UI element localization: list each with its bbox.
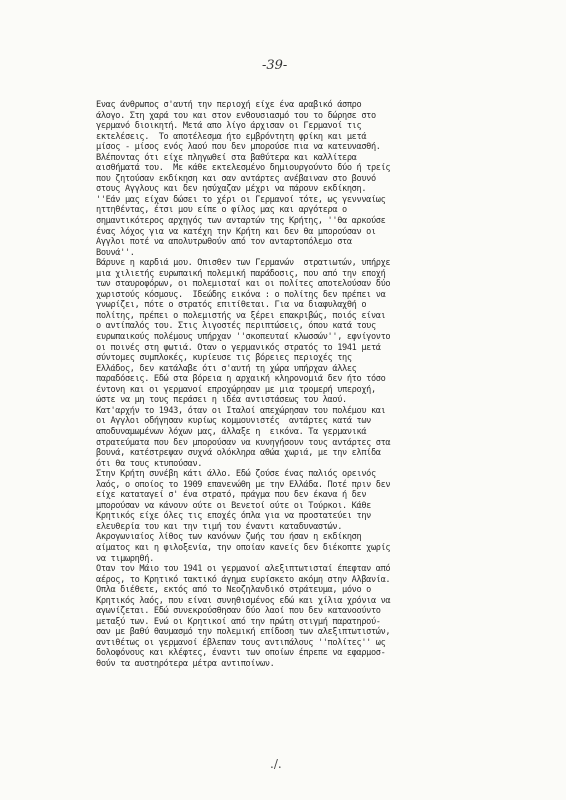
- text-line: Βουνά''.: [96, 247, 135, 258]
- text-line: αγωνίζεται. Εδώ συνεκρούσθησαν δύο λαοί που δεν κατανοούντο: [96, 606, 381, 617]
- text-line: αίματος και η φιλοξενία, την οποίαν κανείς δεν διέκοπτε χωρίς: [96, 542, 391, 553]
- text-line: Οταν τον Μάιο του 1941 οι γερμανοί αλεξιπτωτισταί έπεφταν από: [96, 564, 391, 575]
- body-text: [96, 100, 538, 670]
- text-line: ευρωπαικούς πολέμους υπήρχαν ''σκοπευταί κλωσσών'', εφνίγοντο: [96, 332, 391, 343]
- text-line: αισθήματά του. Με κάθε εκτελεσμένο δημιουργούντο δύο ή τρείς: [96, 163, 391, 174]
- text-line: ο αντίπαλός του. Στις λιγοστές περιπτώσεις, όπου κατά τους: [96, 321, 376, 332]
- text-line: αέρος, το Κρητικό τακτικό άγημα ευρίσκετο ακόμη στην Αλβανία.: [96, 574, 391, 585]
- text-line: Βάρυνε η καρδιά μου. Οπισθεν των Γερμανών στρατιωτών, υπήρχε: [96, 258, 391, 269]
- text-line: Αγγλοι ποτέ να απολυτρωθούν από τον ανταρτοπόλεμο στα: [96, 237, 352, 248]
- text-line: να τιμωρηθή.: [96, 553, 154, 564]
- text-line: εκτελέσεις. Το αποτέλεσμα ήτο εμβρόντητη φρίκη και μετά: [96, 131, 367, 142]
- text-line: μεταξύ των. Ενώ οι Κρητικοί από την πρώτη στιγμή παρατηρού-: [96, 616, 381, 627]
- page-number: -39-: [262, 58, 288, 73]
- text-line: Στην Κρήτη συνέβη κάτι άλλο. Εδώ ζούσε ένας παλιός ορεινός: [96, 469, 376, 480]
- text-line: Κρητικός λαός, που είναι συνηθισμένος εδώ και χίλια χρόνια να: [96, 595, 391, 606]
- text-line: που ζητούσαν εκδίκηση και σαν αντάρτες ανέβαιναν στο βουνό: [96, 173, 376, 184]
- text-line: σημαντικότερος αρχηγός των ανταρτών της Κρήτης, ''θα αρκούσε: [96, 216, 386, 227]
- text-line: χωριστούς κόσμους. Ιδεώδης εικόνα : ο πολίτης δεν πρέπει να: [96, 289, 386, 300]
- text-line: αντιθέτως οι γερμανοί έβλεπαν τους αντιπάλους ''πολίτες'' ως: [96, 637, 386, 648]
- text-line: Βλέποντας ότι είχε πληγωθεί στα βαθύτερα και καλλίτερα: [96, 152, 357, 163]
- text-line: Ενας άνθρωπος σ'αυτή την περιοχή είχε ένα αραβικό άσπρο: [96, 100, 362, 110]
- text-line: γνωρίζει, πότε ο στρατός επιτίθεται. Για να διαφυλαχθή ο: [96, 300, 367, 311]
- text-line: αποδυναμωμένων λόχων μας, άλλαξε η εικόνα. Τα γερμανικά: [96, 426, 367, 437]
- text-line: Οπλα διέθετε, εκτός από το Νεοζηλανδικό στράτευμα, μόνο ο: [96, 585, 371, 596]
- text-line: Ελλάδος, δεν κατάλαβε ότι σ'αυτή τη χώρα υπήρχαν άλλες: [96, 363, 357, 374]
- text-line: σύντομες συμπλοκές, κυρίευσε τις βόρειες περιοχές της: [96, 353, 352, 364]
- text-line: των σταυροφόρων, οι πολεμισταί και οι πολίτες αποτελούσαν δύο: [96, 279, 391, 290]
- text-line: στους Αγγλους και δεν ησύχαζαν μέχρι να πάρουν εκδίκηση.: [96, 184, 367, 195]
- text-line: βουνά, κατέστρεψαν συχνά ολόκληρα αθώα χωριά, με την ελπίδα: [96, 448, 381, 459]
- text-line: θούν τα αυστηρότερα μέτρα αντιποίνων.: [96, 658, 275, 669]
- text-line: άλογο. Στη χαρά του και στον ενθουσιασμό του το δώρησε στο: [96, 110, 376, 121]
- text-line: οι Αγγλοι οδήγησαν κυρίως κομμουνιστές αντάρτες κατά των: [96, 416, 371, 427]
- text-line: γερμανό διοικητή. Μετά απο λίγο άρχισαν οι Γερμανοί τις: [96, 121, 362, 132]
- text-line: πολίτης, πρέπει ο πολεμιστής να ξέρει επακριβώς, ποιός είναι: [96, 310, 386, 321]
- text-line: Ακρογωνιαίος λίθος των κανόνων ζωής του ήσαν η εκδίκηση: [96, 532, 362, 543]
- text-line: είχε καταταγεί σ' ένα στρατό, πράγμα που δεν έκανα ή δεν: [96, 490, 367, 501]
- text-line: ηττηθέντας, έτσι μου είπε ο φίλος μας και αργότερα ο: [96, 205, 347, 216]
- text-line: δολοφόνους και κλέφτες, έναντι των οποίων έπρεπε να εφαρμοσ-: [96, 648, 386, 659]
- text-line: ότι θα τους κτυπούσαν.: [96, 458, 203, 469]
- text-line: Κρητικός είχε όλες τις εποχές όπλα για να προστατεύει την: [96, 511, 371, 522]
- text-line: σαν με βαθύ θαυμασμό την πολεμική επίδοση των αλεξιπτωτιστών,: [96, 627, 391, 638]
- text-line: Κατ'αρχήν το 1943, όταν οι Ιταλοί απεχώρησαν του πολέμου και: [96, 405, 386, 416]
- text-line: ένας λόχος για να κατέχη την Κρήτη και δεν θα μπορούσαν οι: [96, 226, 376, 237]
- text-line: στρατεύματα που δεν μπορούσαν να κυνηγήσουν τους αντάρτες στα: [96, 437, 391, 448]
- text-line: έντονη και οι γερμανοί επροχώρησαν με μια τρομερή υπεροχή,: [96, 384, 376, 395]
- continuation-mark: ./.: [270, 757, 282, 771]
- text-line: μίσος - μίσος ενός λαού που δεν μπορούσε πια να κατευνασθή.: [96, 142, 381, 153]
- text-line: ελευθερία του και την τιμή του έναντι καταδυναστών.: [96, 521, 343, 532]
- text-line: ώστε να μη τους περάσει η ιδέα αντιστάσεως του λαού.: [96, 395, 347, 406]
- text-line: ''Εάν μας είχαν δώσει το χέρι οι Γερμανοί τότε, ως γεννναίως: [96, 194, 386, 205]
- text-line: μια χιλιετής ευρωπαική πολεμική παράδοσις, που από την εποχή: [96, 268, 386, 279]
- text-line: παραδόσεις. Εδώ στα βόρεια η αρχαική κληρονομιά δεν ήτο τόσο: [96, 374, 386, 385]
- text-line: μπορούσαν να κάνουν ούτε οι Βενετοί ούτε οι Τούρκοι. Κάθε: [96, 500, 371, 511]
- text-line: οι ποινές στη φωτιά. Οταν ο γερμανικός στρατός το 1941 μετά: [96, 342, 381, 353]
- text-line: λαός, ο οποίος το 1909 επανενώθη με την Ελλάδα. Ποτέ πριν δεν: [96, 479, 391, 490]
